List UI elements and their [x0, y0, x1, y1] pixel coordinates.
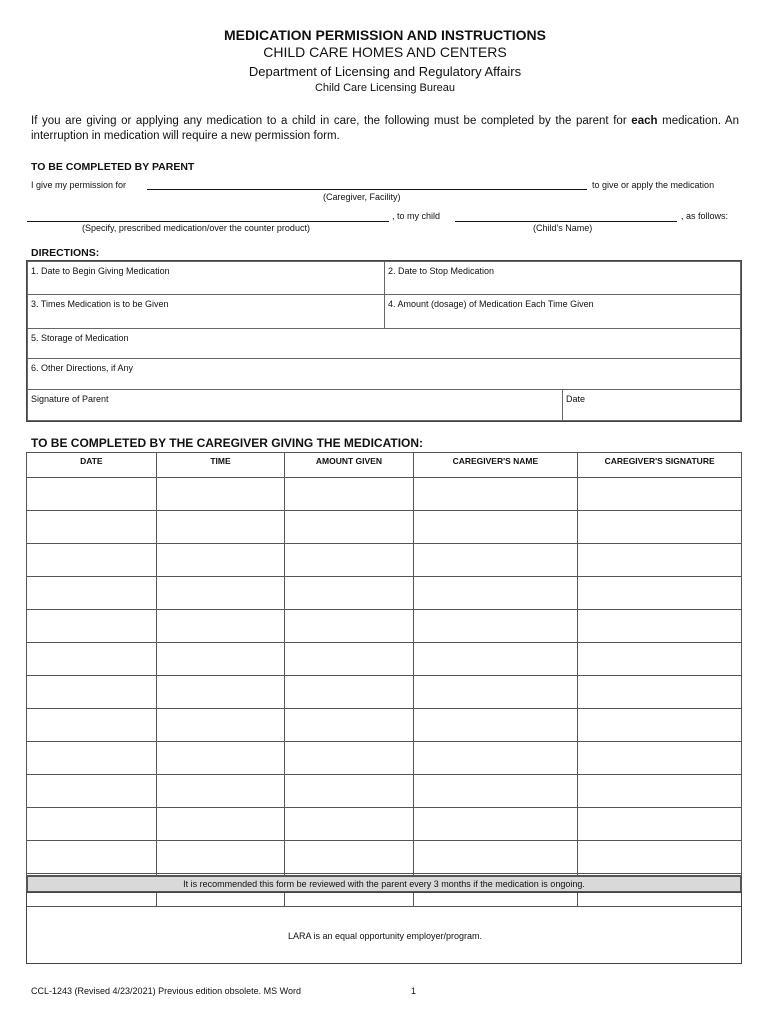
- time-cell[interactable]: [156, 676, 285, 709]
- amount-cell[interactable]: [285, 775, 413, 808]
- time-cell[interactable]: [156, 709, 285, 742]
- caregiver-signature-cell[interactable]: [578, 610, 742, 643]
- caregiver-signature-cell[interactable]: [578, 841, 742, 874]
- intro-paragraph: [31, 114, 739, 144]
- table-row: [27, 610, 742, 643]
- caregiver-signature-cell[interactable]: [578, 742, 742, 775]
- time-cell[interactable]: [156, 511, 285, 544]
- stop-date-label: 2. Date to Stop Medication: [388, 266, 495, 276]
- date-cell[interactable]: [27, 577, 157, 610]
- medication-caption: (Specify, prescribed medication/over the counter product): [82, 223, 310, 233]
- time-cell[interactable]: [156, 577, 285, 610]
- caregiver-signature-cell[interactable]: [578, 775, 742, 808]
- table-row: [27, 742, 742, 775]
- other-directions-label: 6. Other Directions, if Any: [31, 363, 134, 373]
- storage-label: 5. Storage of Medication: [31, 333, 129, 343]
- parent-date-field[interactable]: [562, 389, 741, 421]
- time-cell[interactable]: [156, 643, 285, 676]
- date-cell[interactable]: [27, 775, 157, 808]
- date-cell[interactable]: [27, 643, 157, 676]
- table-row: [27, 643, 742, 676]
- date-cell[interactable]: [27, 742, 157, 775]
- dosage-label: 4. Amount (dosage) of Medication Each Time Given: [388, 299, 594, 309]
- page-number: 1: [411, 986, 417, 996]
- caregiver-name-cell[interactable]: [413, 676, 578, 709]
- column-header-caregiver-name: CAREGIVER'S NAME: [413, 453, 578, 478]
- table-row: [27, 775, 742, 808]
- caregiver-facility-caption: (Caregiver, Facility): [323, 192, 401, 202]
- intro-text-end: medication. An interruption in medication will require a new permission form.: [31, 115, 739, 142]
- child-name-field[interactable]: [455, 221, 677, 222]
- equal-opportunity-statement: LARA is an equal opportunity employer/program.: [287, 931, 483, 941]
- to-my-child-label: , to my child: [392, 211, 441, 221]
- medication-log-body: [27, 478, 742, 907]
- date-cell[interactable]: [27, 610, 157, 643]
- parent-signature-label: Signature of Parent: [31, 394, 109, 404]
- parent-date-label: Date: [566, 394, 586, 404]
- amount-cell[interactable]: [285, 808, 413, 841]
- caregiver-signature-cell[interactable]: [578, 709, 742, 742]
- form-title: MEDICATION PERMISSION AND INSTRUCTIONS: [223, 27, 546, 43]
- table-row: [27, 676, 742, 709]
- caregiver-name-cell[interactable]: [413, 643, 578, 676]
- caregiver-name-cell[interactable]: [413, 511, 578, 544]
- time-cell[interactable]: [156, 610, 285, 643]
- date-cell[interactable]: [27, 841, 157, 874]
- caregiver-signature-cell[interactable]: [578, 511, 742, 544]
- time-cell[interactable]: [156, 478, 285, 511]
- table-row: [27, 808, 742, 841]
- stop-date-field[interactable]: [384, 261, 741, 295]
- equal-opportunity-box: [26, 892, 742, 964]
- date-cell[interactable]: [27, 511, 157, 544]
- amount-cell[interactable]: [285, 478, 413, 511]
- caregiver-name-cell[interactable]: [413, 742, 578, 775]
- child-name-caption: (Child's Name): [533, 223, 593, 233]
- as-follows-label: , as follows:: [681, 211, 729, 221]
- column-header-caregiver-signature: CAREGIVER'S SIGNATURE: [578, 453, 742, 478]
- date-cell[interactable]: [27, 709, 157, 742]
- amount-cell[interactable]: [285, 577, 413, 610]
- permission-label: I give my permission for: [31, 180, 127, 190]
- table-header-row: [27, 453, 742, 478]
- amount-cell[interactable]: [285, 742, 413, 775]
- amount-cell[interactable]: [285, 841, 413, 874]
- table-row: [27, 544, 742, 577]
- department-name: Department of Licensing and Regulatory Affairs: [248, 64, 522, 79]
- column-header-time: TIME: [156, 453, 285, 478]
- amount-cell[interactable]: [285, 511, 413, 544]
- amount-cell[interactable]: [285, 544, 413, 577]
- begin-date-field[interactable]: [27, 261, 385, 295]
- column-header-amount: AMOUNT GIVEN: [285, 453, 413, 478]
- times-field[interactable]: [27, 294, 385, 329]
- caregiver-section-heading: TO BE COMPLETED BY THE CAREGIVER GIVING THE MEDICATION:: [31, 436, 424, 450]
- table-row: [27, 577, 742, 610]
- times-label: 3. Times Medication is to be Given: [31, 299, 169, 309]
- review-recommendation: It is recommended this form be reviewed with the parent every 3 months if the medication is ongoing.: [26, 875, 742, 893]
- caregiver-name-cell[interactable]: [413, 610, 578, 643]
- caregiver-name-cell[interactable]: [413, 577, 578, 610]
- amount-cell[interactable]: [285, 709, 413, 742]
- caregiver-signature-cell[interactable]: [578, 676, 742, 709]
- caregiver-signature-cell[interactable]: [578, 478, 742, 511]
- other-directions-field[interactable]: [27, 358, 741, 390]
- table-row: [27, 478, 742, 511]
- caregiver-signature-cell[interactable]: [578, 643, 742, 676]
- table-row: [27, 841, 742, 874]
- caregiver-name-cell[interactable]: [413, 841, 578, 874]
- begin-date-label: 1. Date to Begin Giving Medication: [31, 266, 170, 276]
- intro-text-start: If you are giving or applying any medication to a child in care, the following must be completed by the parent for: [31, 115, 632, 127]
- time-cell[interactable]: [156, 775, 285, 808]
- time-cell[interactable]: [156, 808, 285, 841]
- caregiver-facility-field[interactable]: [147, 189, 587, 190]
- caregiver-name-cell[interactable]: [413, 709, 578, 742]
- intro-text-emphasis: each: [631, 115, 658, 127]
- bureau-name: Child Care Licensing Bureau: [314, 82, 456, 94]
- parent-section-heading: TO BE COMPLETED BY PARENT: [31, 161, 195, 173]
- column-header-date: DATE: [27, 453, 157, 478]
- caregiver-name-cell[interactable]: [413, 775, 578, 808]
- form-id: CCL-1243 (Revised 4/23/2021) Previous edition obsolete. MS Word: [31, 986, 301, 996]
- caregiver-name-cell[interactable]: [413, 478, 578, 511]
- date-cell[interactable]: [27, 478, 157, 511]
- form-subtitle: CHILD CARE HOMES AND CENTERS: [263, 44, 507, 60]
- date-cell[interactable]: [27, 544, 157, 577]
- directions-heading: DIRECTIONS:: [31, 247, 100, 259]
- medication-field[interactable]: [27, 221, 389, 222]
- table-row: [27, 709, 742, 742]
- storage-field[interactable]: [27, 328, 741, 359]
- time-cell[interactable]: [156, 544, 285, 577]
- time-cell[interactable]: [156, 742, 285, 775]
- medication-log-table: [26, 452, 742, 907]
- amount-cell[interactable]: [285, 610, 413, 643]
- date-cell[interactable]: [27, 808, 157, 841]
- dosage-field[interactable]: [384, 294, 741, 329]
- amount-cell[interactable]: [285, 643, 413, 676]
- caregiver-name-cell[interactable]: [413, 808, 578, 841]
- give-apply-label: to give or apply the medication: [592, 180, 715, 190]
- caregiver-name-cell[interactable]: [413, 544, 578, 577]
- caregiver-signature-cell[interactable]: [578, 544, 742, 577]
- time-cell[interactable]: [156, 841, 285, 874]
- caregiver-signature-cell[interactable]: [578, 808, 742, 841]
- table-row: [27, 511, 742, 544]
- caregiver-signature-cell[interactable]: [578, 577, 742, 610]
- date-cell[interactable]: [27, 676, 157, 709]
- parent-signature-field[interactable]: [27, 389, 563, 421]
- amount-cell[interactable]: [285, 676, 413, 709]
